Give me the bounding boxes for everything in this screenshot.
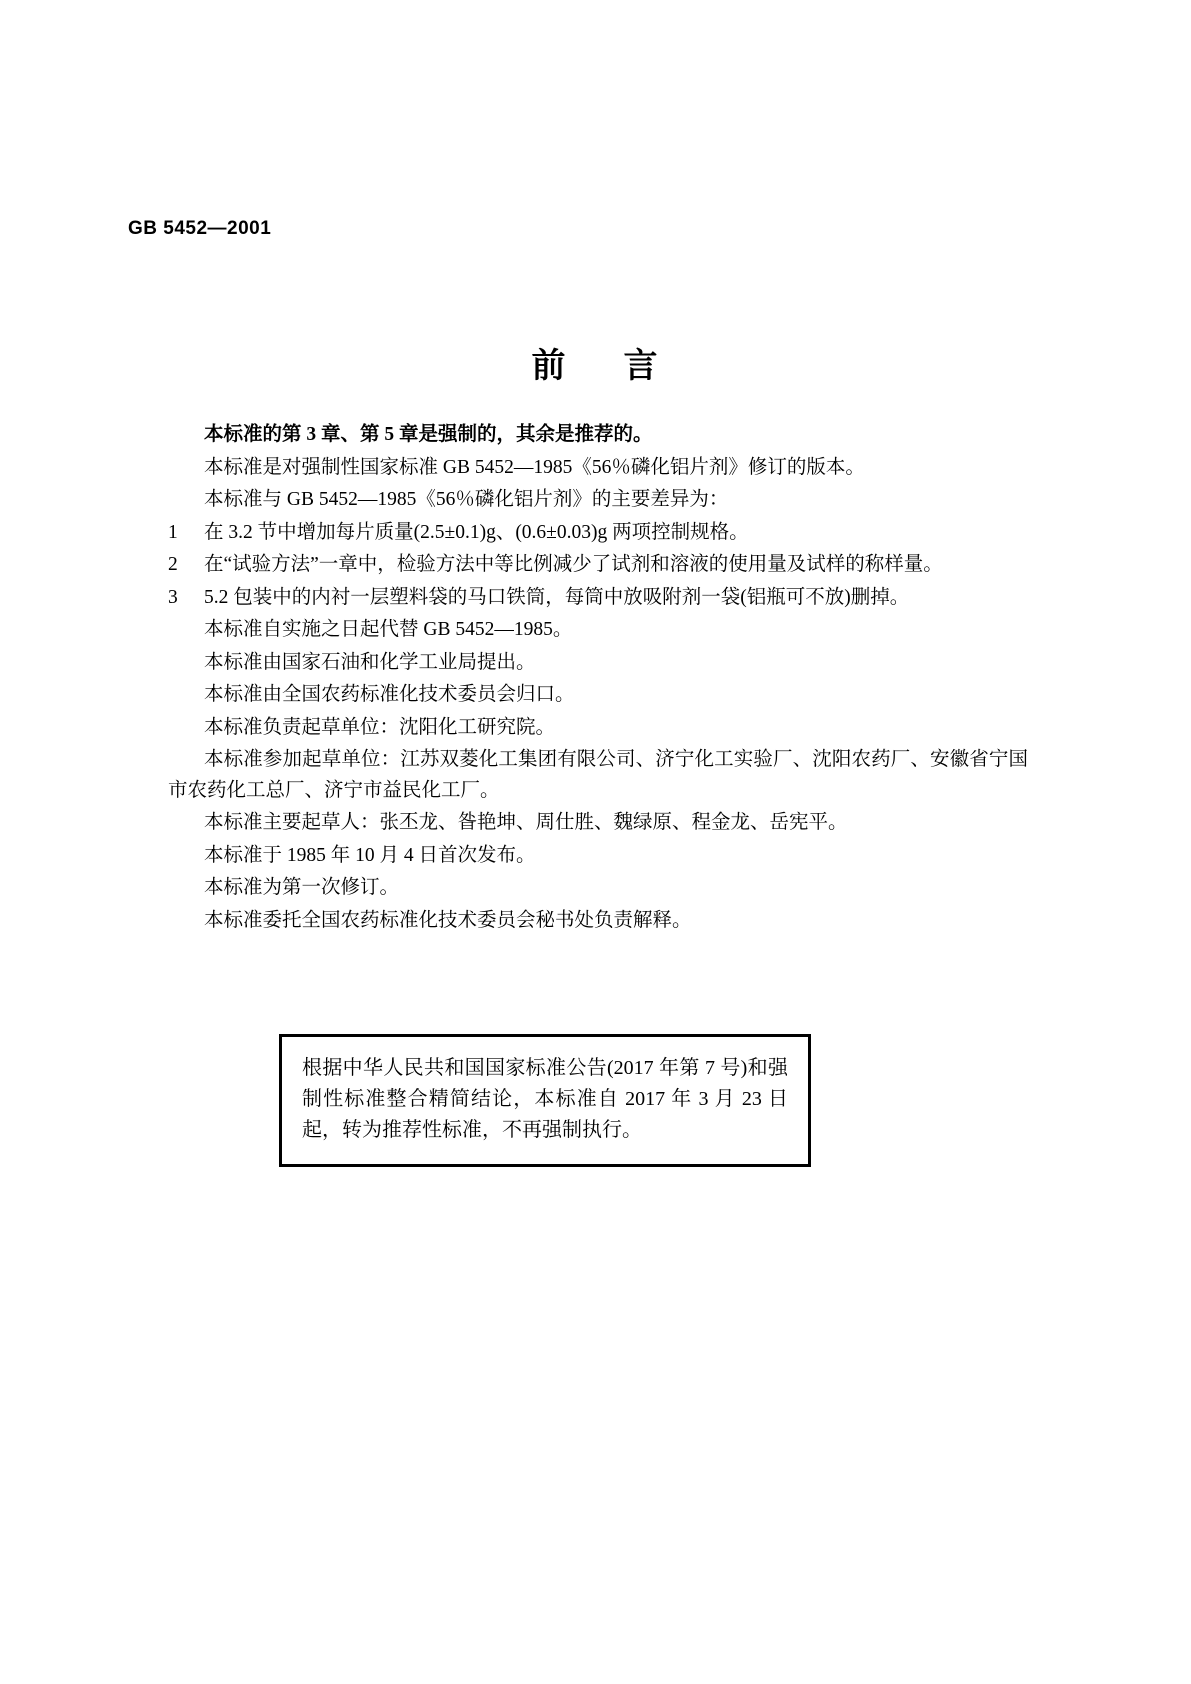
notice-box xyxy=(279,1034,811,1167)
list-marker-1: 1 xyxy=(168,521,178,543)
foreword-paragraph-interpretation: 本标准委托全国农药标准化技术委员会秘书处负责解释。 xyxy=(204,909,692,931)
foreword-paragraph-revision-count: 本标准为第一次修订。 xyxy=(204,877,400,898)
foreword-list-item-1 xyxy=(168,518,1028,549)
foreword-paragraph-first-published: 本标准于 1985 年 10 月 4 日首次发布。 xyxy=(204,844,536,866)
page-title-char-1: 前 xyxy=(531,346,568,386)
foreword-paragraph-participating-units: 本标准参加起草单位：江苏双菱化工集团有限公司、济宁化工实验厂、沈阳农药厂、安徽省宁国市农药化工总厂、济宁市益民化工厂。 xyxy=(168,749,1028,801)
foreword-paragraph-administrator: 本标准由全国农药标准化技术委员会归口。 xyxy=(204,684,575,705)
foreword-list-item-3 xyxy=(168,583,1028,614)
list-text-1: 在 3.2 节中增加每片质量(2.5±0.1)g、(0.6±0.03)g 两项控制规格。 xyxy=(204,521,749,543)
page-title-char-2: 言 xyxy=(623,346,660,386)
foreword-paragraph-proposer: 本标准由国家石油和化学工业局提出。 xyxy=(204,651,536,673)
list-marker-2: 2 xyxy=(168,554,178,575)
list-text-2: 在“试验方法”一章中，检验方法中等比例减少了试剂和溶液的使用量及试样的称样量。 xyxy=(204,554,943,575)
page-title xyxy=(0,338,1191,387)
foreword-paragraph-revision: 本标准是对强制性国家标准 GB 5452—1985《56％磷化铝片剂》修订的版本。 xyxy=(204,456,865,478)
standard-number: GB 5452—2001 xyxy=(128,218,272,239)
foreword-paragraph-drafting-unit: 本标准负责起草单位：沈阳化工研究院。 xyxy=(204,716,556,738)
foreword-paragraph-drafters: 本标准主要起草人：张丕龙、昝艳坤、周仕胜、魏绿原、程金龙、岳宪平。 xyxy=(204,812,848,833)
foreword-list-item-2 xyxy=(168,550,1028,581)
foreword-paragraph-mandatory: 本标准的第 3 章、第 5 章是强制的，其余是推荐的。 xyxy=(204,424,653,445)
list-marker-3: 3 xyxy=(168,586,178,608)
foreword-paragraph-supersedes: 本标准自实施之日起代替 GB 5452—1985。 xyxy=(204,619,573,640)
list-text-3: 5.2 包装中的内衬一层塑料袋的马口铁筒，每筒中放吸附剂一袋(铝瓶可不放)删掉。 xyxy=(204,586,910,608)
foreword-body xyxy=(168,420,1028,938)
foreword-paragraph-differences-intro: 本标准与 GB 5452—1985《56％磷化铝片剂》的主要差异为： xyxy=(204,489,729,510)
notice-text: 根据中华人民共和国国家标准公告(2017 年第 7 号)和强制性标准整合精简结论，本标准自 2017 年 3 月 23 日起，转为推荐性标准，不再强制执行。 xyxy=(302,1057,788,1141)
